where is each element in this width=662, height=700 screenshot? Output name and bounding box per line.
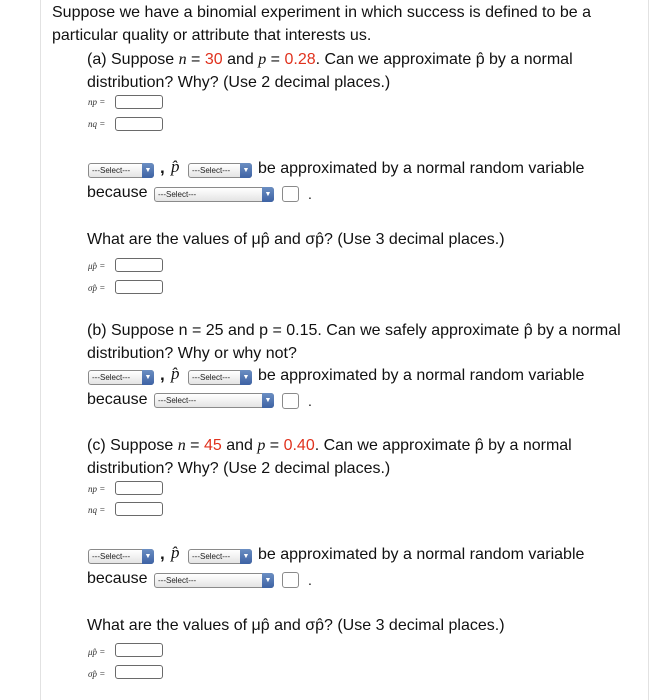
part-a-np-label: np = [88,97,106,107]
part-a-mu-input[interactable] [115,258,163,272]
part-c-select-3[interactable]: ---Select--- ▼ [154,573,274,588]
part-c-because: because [87,570,148,587]
part-b-comma: , [160,365,165,384]
chevron-down-icon: ▼ [240,163,252,178]
part-a-select-3[interactable]: ---Select--- ▼ [154,187,274,202]
part-a-select-1[interactable]: ---Select--- ▼ [88,163,154,178]
part-b-phat: p̂ [171,364,180,383]
part-c-sigma-input[interactable] [115,665,163,679]
part-c-nq-label: nq = [88,505,106,515]
frame-left-border [40,0,41,700]
part-c-mu-input[interactable] [115,643,163,657]
part-a-p-value: 0.28 [284,51,316,68]
part-a-select-2[interactable]: ---Select--- ▼ [188,163,252,178]
intro-text: Suppose we have a binomial experiment in which success is defined to be a particular quality or attribute that interests us. [52,4,591,44]
part-a-because: because [87,184,148,201]
part-a-question: (a) Suppose n = 30 and p = 0.28. Can we approximate p̂ by a normal distribution? Why? (Use 2 decimal places.) [87,51,573,91]
part-c-nq-input[interactable] [115,502,163,516]
part-c-n-value: 45 [203,437,222,454]
part-b-tail-text: be approximated by a normal random variable [258,367,585,384]
chevron-down-icon: ▼ [240,370,252,385]
part-b-select-3[interactable]: ---Select--- ▼ [154,393,274,408]
part-a-mu-label: μp̂ = [88,261,106,271]
part-c-select-2[interactable]: ---Select--- ▼ [188,549,252,564]
footer-cropped-fragment [52,694,192,700]
chevron-down-icon: ▼ [262,187,274,202]
part-a-period: . [308,186,312,202]
part-c-period: . [308,572,312,588]
part-c-sigma-label: σp̂ = [88,669,106,679]
part-a-sigma-input[interactable] [115,280,163,294]
part-a-np-input[interactable] [115,95,163,109]
part-a-n-value: 30 [204,51,223,68]
chevron-down-icon: ▼ [142,370,154,385]
part-a-nq-input[interactable] [115,117,163,131]
part-c-question: (c) Suppose n = 45 and p = 0.40. Can we approximate p̂ by a normal distribution? Why? (Use 2 decimal places.) [87,437,572,477]
chevron-down-icon: ▼ [240,549,252,564]
part-c-answer-box[interactable] [282,572,299,588]
part-a-tail-text: be approximated by a normal random variable [258,160,585,177]
part-b-period: . [308,393,312,409]
part-a-phat: p̂ [171,157,180,176]
part-c-phat: p̂ [171,543,180,562]
part-c-tail-text: be approximated by a normal random variable [258,546,585,563]
chevron-down-icon: ▼ [262,393,274,408]
part-c-values-question: What are the values of μp̂ and σp̂? (Use 3 decimal places.) [87,617,505,634]
part-a-comma: , [160,158,165,177]
part-c-p-value: 0.40 [283,437,315,454]
part-b-answer-box[interactable] [282,393,299,409]
part-a-values-question: What are the values of μp̂ and σp̂? (Use 3 decimal places.) [87,231,505,248]
part-c-np-label: np = [88,484,106,494]
part-b-because: because [87,391,148,408]
chevron-down-icon: ▼ [262,573,274,588]
part-b-select-1[interactable]: ---Select--- ▼ [88,370,154,385]
part-b-question: (b) Suppose n = 25 and p = 0.15. Can we safely approximate p̂ by a normal distribution? Why or why not? [87,322,621,362]
chevron-down-icon: ▼ [142,163,154,178]
part-c-comma: , [160,544,165,563]
part-c-mu-label: μp̂ = [88,647,106,657]
part-a-sigma-label: σp̂ = [88,283,106,293]
frame-right-border [648,0,649,700]
part-c-select-1[interactable]: ---Select--- ▼ [88,549,154,564]
chevron-down-icon: ▼ [142,549,154,564]
part-b-select-2[interactable]: ---Select--- ▼ [188,370,252,385]
part-c-np-input[interactable] [115,481,163,495]
part-a-answer-box[interactable] [282,186,299,202]
part-a-nq-label: nq = [88,119,106,129]
